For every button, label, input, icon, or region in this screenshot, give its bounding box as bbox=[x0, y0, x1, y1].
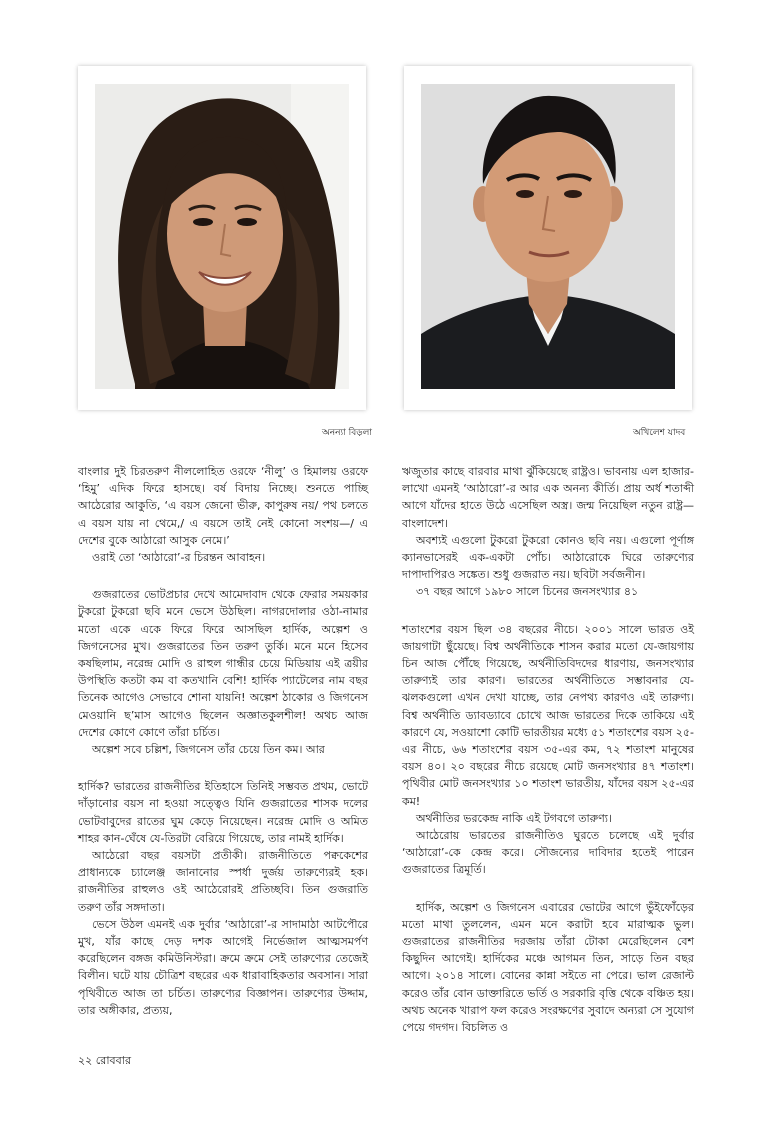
portrait-photo-right bbox=[421, 84, 675, 389]
photo-caption-right: অখিলেশ যাদব bbox=[633, 428, 686, 438]
paragraph: ভেসে উঠল এমনই এক দুর্বার ‘আঠারো’-র সাদামাঠা আটপৌরে মুখ, যাঁর কাছে দেড় দশক আগেই নির্ভেজাল আত্মসমর্পণ করেছিলেন বঙ্গজ কমিউনিস্টরা। ক্রমে ক্রমে সেই তারুণ্যের তেজেই বিলীন। ঘটে যায় চৌত্রিশ বছরের এক ধারাবাহিকতার অবসান। সারা পৃথিবীতে আজ তা চর্চিত। তারুণ্যের বিজ্ঞাপন। তারুণ্যের উদ্দাম, তার অঙ্গীকার, প্রত্যয়, bbox=[78, 917, 368, 1017]
paragraph: শতাংশের বয়স ছিল ৩৪ বছরের নীচে। ২০০১ সালে ভারত ওই জায়গাটা ছুঁয়েছে। বিশ্ব অর্থনীতিকে শাসন করার মতো যে-জায়গায় চিন আজ পৌঁছে গিয়েছে, অর্থনীতিবিদদের ধারণায়, জনসংখ্যার তারুণ্যই তার কারণ। ভারতের অর্থনীতিতে সম্ভাবনার যে-ঝলকগুলো এখন দেখা যাচ্ছে, তার নেপথ্য কারণও এই তারুণ্য। বিশ্ব অর্থনীতি ড্যাবড্যাবে চোখে আজ ভারতের দিকে তাকিয়ে এই কারণে যে, সওয়াশো কোটি ভারতীয়র মধ্যে ৫১ শতাংশের বয়স ২৫-এর নীচে, ৬৬ শতাংশের বয়স ৩৫-এর কম, ৭২ শতাংশ মানুষের বয়স ৪০। ২০ বছরের নীচে রয়েছে মোট জনসংখ্যার ৪৭ শতাংশ। পৃথিবীর মোট জনসংখ্যার ১০ শতাংশ ভারতীয়, যাঁদের বয়স ২৫-এর কম! bbox=[402, 622, 694, 808]
article-column-left bbox=[78, 463, 368, 1019]
paragraph: হার্দিক? ভারতের রাজনীতির ইতিহাসে তিনিই সম্ভবত প্রথম, ভোটে দাঁড়ানোর বয়স না হওয়া সত্ত্বেও যিনি গুজরাতের শাসক দলের ভোটবাবুদের রাতের ঘুম কেড়ে নিয়েছেন। নরেন্দ্র মোদি ও অমিত শাহর কান-ঘেঁষে যে-তিরটা বেরিয়ে গিয়েছে, তার নামই হার্দিক। bbox=[78, 780, 368, 845]
photo-caption-left: অনন্যা বিড়লা bbox=[322, 428, 372, 438]
paragraph: বাংলার দুই চিরতরুণ নীললোহিত ওরফে ‘নীলু’ ও হিমালয় ওরফে ‘হিমু’ এদিক ফিরে হাসছে। বর্ষ বিদায় নিচ্ছে। শুনতে পাচ্ছি আঠেরোর আকুতি, ‘এ বয়স জেনো ভীরু, কাপুরুষ নয়/ পথ চলতে এ বয়স যায় না থেমে,/ এ বয়সে তাই নেই কোনো সংশয়—/ এ দেশের বুকে আঠারো আসুক নেমে।’ bbox=[78, 465, 368, 547]
paragraph: অবশ্যই এগুলো টুকরো টুকরো কোনও ছবি নয়। এগুলো পূর্ণাঙ্গ ক্যানভাসেরই এক-একটা পোঁচ। আঠারোকে ঘিরে তারুণ্যের দাপাদাপিরও সঙ্কেত। শুধু গুজরাত নয়। ছবিটা সর্বজনীন। bbox=[402, 533, 694, 582]
paragraph: আঠেরোয় ভারতের রাজনীতিও ঘুরতে চলেছে এই দুর্বার ‘আঠারো’-কে কেন্দ্র করে। সৌজন্যের দাবিদার হতেই পারেন গুজরাতের ত্রিমূর্তি। bbox=[402, 829, 694, 877]
paragraph: ঋজুতার কাছে বারবার মাথা ঝুঁকিয়েছে রাষ্ট্রও। ভাবনায় এল হাজার-লাখো এমনই ‘আঠারো’-র আর এক অনন্য কীর্তি। প্রায় অর্ধ শতাব্দী আগে যাঁদের হাতে উঠে এসেছিল অস্ত্র। জন্ম নিয়েছিল নতুন রাষ্ট্র— বাংলাদেশ। bbox=[402, 465, 694, 530]
paragraph: ওরাই তো ‘আঠারো’-র চিরন্তন আবাহন। bbox=[92, 551, 266, 565]
paragraph: ৩৭ বছর আগে ১৯৮০ সালে চিনের জনসংখ্যার ৪১ bbox=[416, 585, 639, 599]
page-footer: ২২ রোববার bbox=[78, 1054, 131, 1067]
article-column-right bbox=[402, 463, 694, 1036]
paragraph: গুজরাতের ভোটপ্রচার দেখে আমেদাবাদ থেকে ফেরার সময়কার টুকরো টুকরো ছবি মনে ভেসে উঠছিল। নাগরদোলার ওঠা-নামার মতো একে একে ফিরে ফিরে আসছিল হার্দিক, অল্পেশ ও জিগনেসের মুখ। গুজরাতের তিন তরুণ তুর্কি। মনে মনে হিসেব কষছিলাম, নরেন্দ্র মোদি ও রাহুল গান্ধীর চেয়ে মিডিয়ায় এই ত্রয়ীর উপস্থিতি কতটা কম বা কতখানি বেশি! হার্দিক প্যাটেলের নাম বছর তিনেক আগেও সেভাবে শোনা যায়নি! অল্পেশ ঠাকোর ও জিগনেস মেওয়ানি ছ’মাস আগেও ছিলেন অজ্ঞাতকুলশীল! অথচ আজ দেশের কোণে কোণে তাঁরা চর্চিত। bbox=[78, 588, 368, 739]
paragraph: অর্থনীতির ভরকেন্দ্র নাকি এই টগবগে তারুণ্য। bbox=[416, 811, 612, 825]
photo-frame-left bbox=[78, 66, 366, 410]
paragraph: আঠেরো বছর বয়সটা প্রতীকী। রাজনীতিতে পক্বকেশের প্রাধান্যকে চ্যালেঞ্জ জানানোর স্পর্ধা দুর্জয় তারুণ্যেরই হক। রাজনীতির রাহুলও ওই আঠেরোরই প্রতিচ্ছবি। তিন গুজরাতি তরুণ তাঁর সঙ্গদাতা। bbox=[78, 849, 368, 914]
paragraph: অল্পেশ সবে চল্লিশ, জিগনেস তাঁর চেয়ে তিন কম। আর bbox=[92, 743, 325, 757]
paragraph: হার্দিক, অল্পেশ ও জিগনেস এবারের ভোটের আগে ভুঁইফোঁড়ের মতো মাথা তুললেন, এমন মনে করাটা হবে মারাত্মক ভুল। গুজরাতের রাজনীতির দরজায় তাঁরা টোকা মেরেছিলেন বেশ কিছুদিন আগেই। হার্দিকের মঞ্চে আগমন তিন, সাড়ে তিন বছর আগে। ২০১৪ সালে। বোনের কান্না সইতে না পেরে। ভাল রেজাল্ট করেও তাঁর বোন ডাক্তারিতে ভর্তি ও সরকারি বৃত্তি থেকে বঞ্চিত হয়। অথচ অনেক খারাপ ফল করেও সংরক্ষণের সুবাদে অন্যরা সে সুযোগ পেয়ে গদগদ। বিচলিত ও bbox=[402, 900, 694, 1035]
portrait-photo-left bbox=[95, 84, 349, 389]
photo-frame-right bbox=[404, 66, 692, 410]
